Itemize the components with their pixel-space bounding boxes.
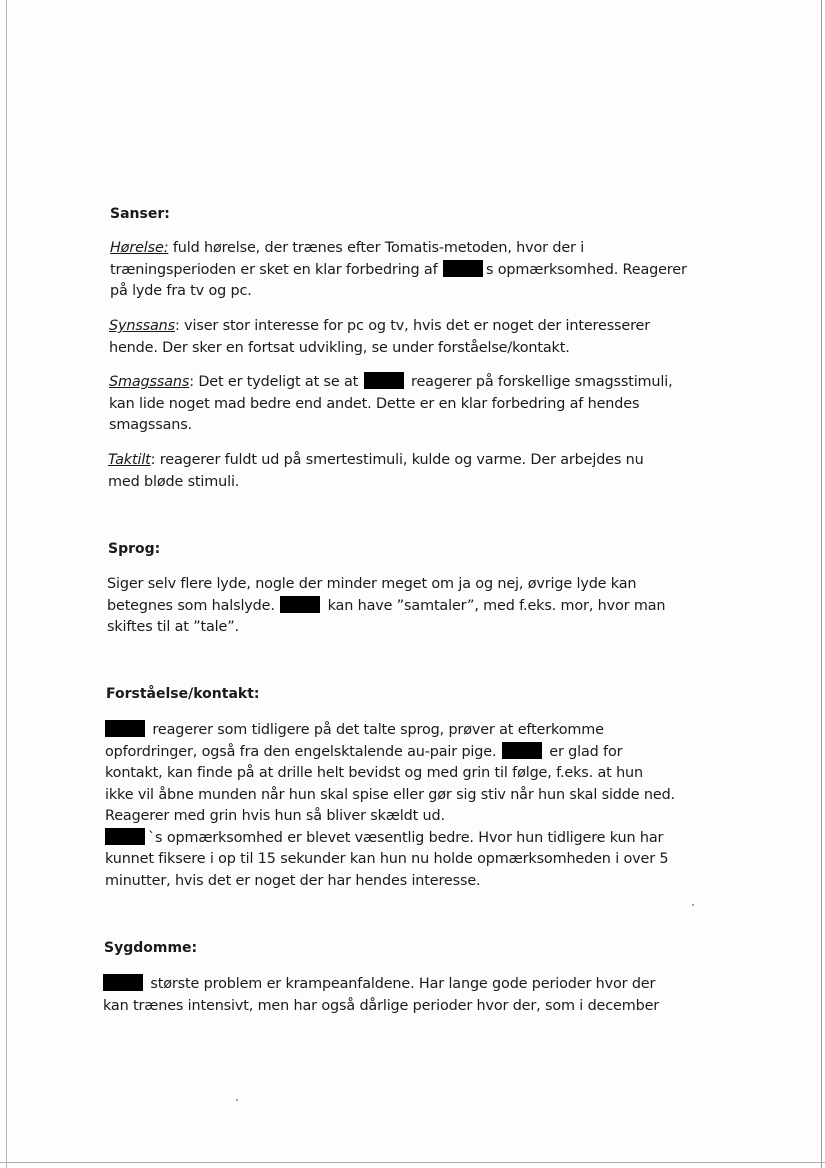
scan-speck (692, 904, 694, 906)
text-line: `s opmærksomhed er blevet væsentlig bedre. Hvor hun tidligere kun har (148, 829, 664, 846)
section-heading-forstaaelse: Forståelse/kontakt: (106, 686, 260, 702)
redaction-box (502, 742, 542, 759)
redaction-box (280, 596, 320, 613)
text-line: opfordringer, også fra den engelsktalende au-pair pige. (105, 743, 501, 760)
paragraph-forstaaelse (105, 720, 675, 892)
paragraph-synssans (109, 316, 650, 359)
page-edge-right (821, 0, 822, 1168)
section-heading-sprog: Sprog: (108, 541, 161, 557)
label-horelse: Hørelse: (110, 240, 169, 256)
paragraph-smagssans (109, 372, 673, 437)
text-line: er glad for (544, 743, 623, 760)
text-line: træningsperioden er sket en klar forbedring af (110, 261, 442, 278)
text-line: s opmærksomhed. Reagerer (485, 261, 687, 278)
redaction-box (364, 372, 404, 389)
text-line: på lyde fra tv og pc. (110, 283, 252, 299)
paragraph-horelse (110, 238, 687, 303)
label-smagssans: Smagssans (109, 374, 190, 390)
text-line: reagerer på forskellige smagsstimuli, (406, 374, 673, 390)
paragraph-sprog (107, 574, 665, 639)
text-line: : reagerer fuldt ud på smertestimuli, kulde og varme. Der arbejdes nu (150, 452, 644, 468)
paragraph-taktilt (108, 450, 644, 493)
text-line: smagssans. (109, 417, 192, 433)
text-line: hende. Der sker en fortsat udvikling, se under forståelse/kontakt. (109, 339, 570, 356)
text-line: kan have ”samtaler”, med f.eks. mor, hvor man (323, 597, 666, 614)
scan-speck (236, 1099, 238, 1101)
text-line: største problem er krampeanfaldene. Har lange gode perioder hvor der (146, 976, 656, 992)
text-line: fuld hørelse, der trænes efter Tomatis-metoden, hvor der i (168, 240, 585, 256)
text-line: Reagerer med grin hvis hun så bliver skældt ud. (105, 808, 445, 824)
text-line: reagerer som tidligere på det talte sprog, prøver at efterkomme (148, 722, 604, 738)
redaction-box (105, 720, 145, 737)
redaction-box (105, 828, 145, 845)
text-line: kontakt, kan finde på at drille helt bevidst og med grin til følge, f.eks. at hun (105, 765, 643, 781)
page-edge-left (6, 0, 7, 1168)
label-synssans: Synssans (109, 318, 176, 334)
text-line: kunnet fiksere i op til 15 sekunder kan hun nu holde opmærksomheden i over 5 (105, 851, 669, 867)
text-line: ikke vil åbne munden når hun skal spise eller gør sig stiv når hun skal sidde ned. (105, 786, 675, 803)
text-line: : Det er tydeligt at se at (189, 374, 363, 390)
section-heading-sanser: Sanser: (110, 206, 170, 222)
text-line: med bløde stimuli. (108, 473, 240, 490)
text-line: : viser stor interesse for pc og tv, hvis det er noget der interesserer (175, 318, 651, 334)
section-heading-sygdomme: Sygdomme: (104, 940, 198, 956)
paragraph-sygdomme (103, 974, 659, 1017)
text-line: kan lide noget mad bedre end andet. Dette er en klar forbedring af hendes (109, 395, 640, 412)
text-line: Siger selv flere lyde, nogle der minder meget om ja og nej, øvrige lyde kan (107, 576, 637, 592)
text-line: minutter, hvis det er noget der har hendes interesse. (105, 872, 481, 889)
text-line: betegnes som halslyde. (107, 597, 280, 614)
text-line: kan trænes intensivt, men har også dårlige perioder hvor der, som i december (103, 997, 660, 1014)
text-line: skiftes til at ”tale”. (107, 619, 239, 635)
page-edge-bottom (0, 1162, 825, 1163)
redaction-box (443, 260, 483, 277)
label-taktilt: Taktilt (108, 452, 151, 468)
redaction-box (103, 974, 143, 991)
